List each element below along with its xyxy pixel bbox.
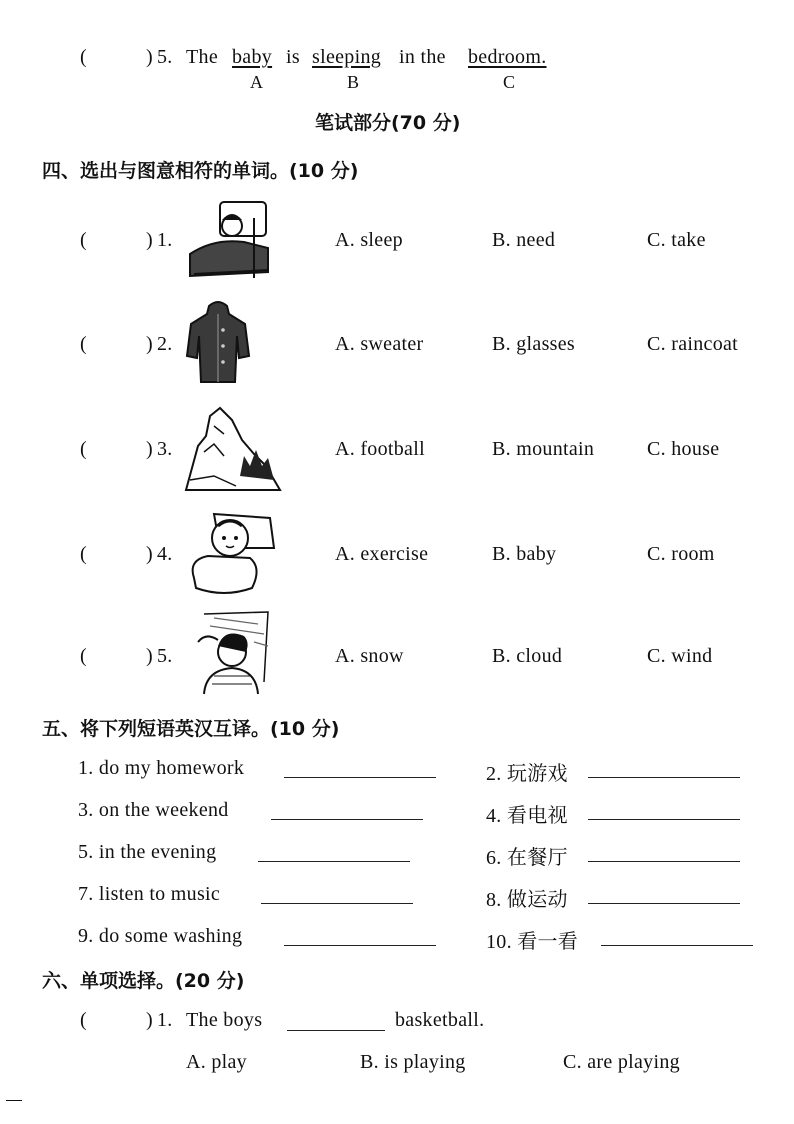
word-is: is [286,46,300,68]
answer-paren-open: ( [80,333,87,355]
option-c: C. take [647,229,706,251]
answer-paren-open: ( [80,645,87,667]
section4-title: 四、选出与图意相符的单词。(10 分) [42,160,359,182]
label-a: A [250,72,263,92]
answer-blank-8[interactable] [588,903,740,904]
option-b: B. is playing [360,1051,466,1073]
label-c: C [503,72,516,92]
phrase-9: 9. do some washing [78,925,243,947]
sentence-before: The boys [186,1009,263,1031]
phrase-3: 3. on the weekend [78,799,229,821]
option-a: A. snow [335,645,404,667]
option-c: C. house [647,438,720,460]
option-a: A. football [335,438,425,460]
phrase-1: 1. do my homework [78,757,245,779]
answer-blank-2[interactable] [588,777,740,778]
section5-title: 五、将下列短语英汉互译。(10 分) [42,718,340,740]
answer-blank-1[interactable] [284,777,436,778]
phrase-7: 7. listen to music [78,883,221,905]
question-number: 5. [157,645,173,667]
page-edge-mark [6,1100,22,1101]
answer-paren-close: ) [146,1009,153,1031]
answer-paren-open: ( [80,46,87,68]
answer-paren-close: ) [146,333,153,355]
word-bedroom: bedroom. [468,46,547,68]
sleeping-person-icon [184,198,272,280]
option-c: C. raincoat [647,333,739,355]
answer-blank-3[interactable] [271,819,423,820]
option-a: A. sweater [335,333,424,355]
answer-blank-9[interactable] [284,945,436,946]
answer-blank[interactable] [287,1030,385,1031]
phrase-10: 10. 看一看 [486,931,579,953]
question-number: 4. [157,543,173,565]
word-the: The [186,46,218,68]
answer-blank-10[interactable] [601,945,753,946]
answer-paren-close: ) [146,46,153,68]
section6-title: 六、单项选择。(20 分) [42,970,245,992]
question-number: 5. [157,46,173,68]
option-c: C. wind [647,645,713,667]
option-b: B. mountain [492,438,595,460]
written-part-title: 笔试部分(70 分) [315,112,461,134]
option-c: C. are playing [563,1051,680,1073]
option-b: B. baby [492,543,557,565]
phrase-5: 5. in the evening [78,841,217,863]
sentence-after: basketball. [395,1009,485,1031]
option-a: A. exercise [335,543,429,565]
question-number: 1. [157,229,173,251]
question-number: 2. [157,333,173,355]
phrase-6: 6. 在餐厅 [486,847,568,869]
answer-blank-7[interactable] [261,903,413,904]
answer-blank-4[interactable] [588,819,740,820]
option-c: C. room [647,543,715,565]
answer-paren-close: ) [146,438,153,460]
word-in-the: in the [399,46,446,68]
answer-paren-close: ) [146,229,153,251]
question-number: 3. [157,438,173,460]
option-b: B. glasses [492,333,575,355]
answer-paren-close: ) [146,543,153,565]
option-a: A. play [186,1051,247,1073]
phrase-4: 4. 看电视 [486,805,568,827]
option-b: B. cloud [492,645,563,667]
word-sleeping: sleeping [312,46,382,68]
answer-paren-open: ( [80,543,87,565]
answer-paren-open: ( [80,438,87,460]
baby-icon [184,508,278,594]
phrase-8: 8. 做运动 [486,889,568,911]
answer-paren-close: ) [146,645,153,667]
answer-paren-open: ( [80,1009,87,1031]
option-a: A. sleep [335,229,403,251]
wind-girl-icon [184,612,270,696]
answer-blank-5[interactable] [258,861,410,862]
mountain-icon [184,406,282,492]
option-b: B. need [492,229,556,251]
label-b: B [347,72,360,92]
question-number: 1. [157,1009,173,1031]
answer-blank-6[interactable] [588,861,740,862]
word-baby: baby [232,46,273,68]
phrase-2: 2. 玩游戏 [486,763,568,785]
answer-paren-open: ( [80,229,87,251]
raincoat-icon [185,300,251,384]
